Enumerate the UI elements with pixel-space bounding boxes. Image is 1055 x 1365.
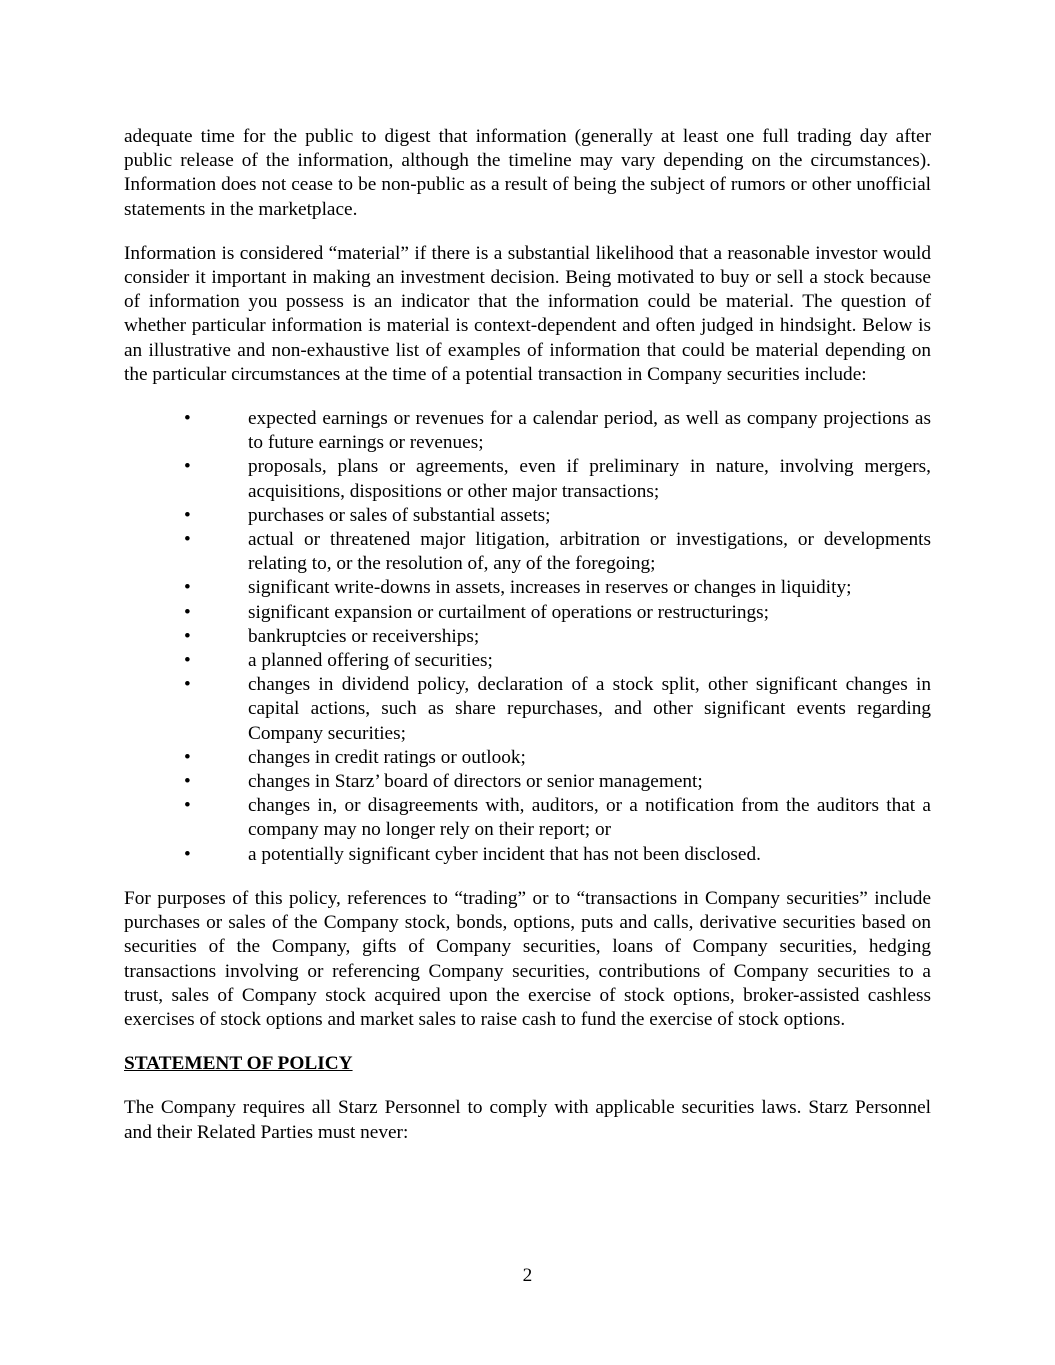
bullet-icon: •: [184, 674, 191, 696]
bullet-icon: •: [184, 771, 191, 793]
list-item-text: purchases or sales of substantial assets;: [248, 504, 551, 526]
bullet-icon: •: [184, 408, 191, 430]
bullet-icon: •: [184, 456, 191, 478]
document-page: [124, 125, 931, 1165]
list-item: [124, 843, 931, 867]
list-item: [124, 625, 931, 649]
list-item: [124, 455, 931, 503]
list-item-text: significant expansion or curtailment of operations or restructurings;: [248, 601, 769, 623]
bullet-icon: •: [184, 650, 191, 672]
bullet-icon: •: [184, 529, 191, 551]
list-item: [124, 407, 931, 455]
bullet-icon: •: [184, 625, 191, 647]
bullet-icon: •: [184, 601, 191, 623]
list-item: [124, 504, 931, 528]
section-heading: STATEMENT OF POLICY: [124, 1053, 353, 1075]
list-item-text: changes in, or disagreements with, auditors, or a notification from the auditors that a company may no longer rely on their report; or: [248, 795, 931, 841]
list-item-text: bankruptcies or receiverships;: [248, 625, 480, 647]
paragraph-material-definition: Information is considered “material” if there is a substantial likelihood that a reasonable investor would consider it important in making an investment decision. Being motivated to buy or sell a stock because of information you possess is an indicator that the information could be material. The question of whether particular information is material is context-dependent and often judged in hindsight. Below is an illustrative and non-exhaustive list of examples of information that could be material depending on the particular circumstances at the time of a potential transaction in Company securities include:: [124, 242, 931, 385]
list-item: [124, 794, 931, 842]
list-item-text: changes in credit ratings or outlook;: [248, 746, 526, 768]
list-item-text: a potentially significant cyber incident that has not been disclosed.: [248, 843, 761, 865]
list-item-text: a planned offering of securities;: [248, 650, 493, 672]
list-item-text: proposals, plans or agreements, even if preliminary in nature, involving mergers, acquisitions, dispositions or other major transactions;: [248, 456, 931, 502]
list-item: [124, 528, 931, 576]
list-item: [124, 649, 931, 673]
list-item-text: actual or threatened major litigation, arbitration or investigations, or developments relating to, or the resolution of, any of the foregoing;: [248, 529, 931, 575]
bullet-icon: •: [184, 577, 191, 599]
list-item: [124, 576, 931, 600]
paragraph-trading-definition: For purposes of this policy, references to “trading” or to “transactions in Company securities” include purchases or sales of the Company stock, bonds, options, puts and calls, derivative securities based on securities of the Company, gifts of Company securities, loans of Company securities, hedging transactions involving or referencing Company securities, contributions of Company securities to a trust, sales of Company stock acquired upon the exercise of stock options, broker-assisted cashless exercises of stock options and market sales to raise cash to fund the exercise of stock options.: [124, 887, 931, 1030]
list-item-text: expected earnings or revenues for a calendar period, as well as company projections as to future earnings or revenues;: [248, 408, 931, 454]
list-item-text: changes in dividend policy, declaration of a stock split, other significant changes in capital actions, such as share repurchases, and other significant events regarding Company securities;: [248, 674, 931, 744]
list-item: [124, 746, 931, 770]
list-item: [124, 601, 931, 625]
bullet-icon: •: [184, 746, 191, 768]
list-item-text: changes in Starz’ board of directors or senior management;: [248, 771, 703, 793]
page-number: 2: [522, 1265, 533, 1286]
bullet-icon: •: [184, 504, 191, 526]
list-item-text: significant write-downs in assets, increases in reserves or changes in liquidity;: [248, 577, 852, 599]
bullet-icon: •: [184, 795, 191, 817]
list-item: [124, 770, 931, 794]
bullet-icon: •: [184, 843, 191, 865]
paragraph-policy-statement: The Company requires all Starz Personnel to comply with applicable securities laws. Starz Personnel and their Related Parties must never:: [124, 1097, 931, 1143]
paragraph-public-information: adequate time for the public to digest that information (generally at least one full trading day after public release of the information, although the timeline may vary depending on the circumstances). Information does not cease to be non-public as a result of being the subject of rumors or other unofficial statements in the marketplace.: [124, 126, 931, 220]
material-information-list: [124, 407, 931, 867]
list-item: [124, 673, 931, 746]
